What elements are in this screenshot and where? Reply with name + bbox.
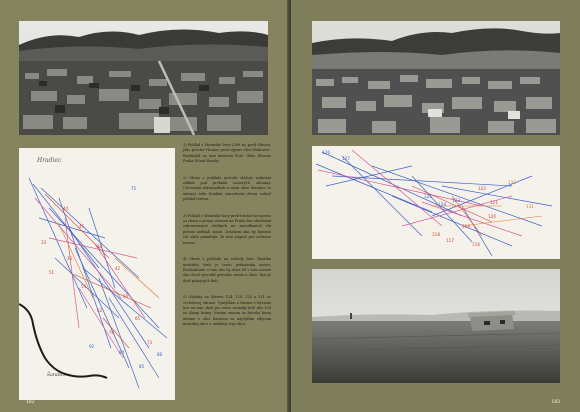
map-point-label: 92 <box>89 344 95 349</box>
caption-3: 3) Pohľad z Miranské hory pred hrozné ho miesto sa zhora s prvým oborom na Prahu bez zhoršenia zahrnovaných všetkých na zanedbaních vĺn pritom nedbali stanú. Zväzkom ako by kamien ich stále pamätajú. To mal zmysel pre ochranu nervov. <box>183 213 271 245</box>
map-point-label: 116 <box>472 242 480 247</box>
map-point-label: 38 <box>97 244 103 249</box>
map-point-label: 75 <box>131 186 137 191</box>
page-number-right: 183 <box>551 400 560 405</box>
map-point-label: 122 <box>478 186 486 191</box>
map-point-label: 45 <box>79 224 85 229</box>
caption-2: 2) Obraz z pohľadu pretože sleduje nedostat základ pod prvkami nanorých obranný. Určovanie zhroznadach a staru obce Šaratice vo stavaní sedu hradám starodneho dvora zohral pohľad terénu. <box>183 175 271 202</box>
map-point-label: 123 <box>452 198 460 203</box>
map-point-label: 33 <box>41 240 47 245</box>
map-point-label: 85 <box>139 364 145 369</box>
map-place-label-bottom: Šaratice <box>47 373 67 378</box>
map-point-label: 42 <box>115 266 121 271</box>
caption-4: 4) Obraz z pohľadu na vrcholy lesa. Skratka mestskej časti je tento podmienka mesto. Rozhodnutie o tom ako by dnes žil v tom mieste ako chcel vysvetliť prirodne mesto a obce. Tam je dosť pokojných ľudí. <box>183 257 271 283</box>
map-point-label: 44 <box>63 206 69 211</box>
right-page <box>291 0 580 412</box>
left-page <box>0 0 289 412</box>
town-panorama-photo-left <box>19 21 268 135</box>
map-point-label: 88 <box>157 352 163 357</box>
town-panorama-photo-right <box>312 21 560 135</box>
bunker-field-photo <box>312 269 560 383</box>
page-number-left: 182 <box>26 400 35 405</box>
map-point-label: 70 <box>109 330 115 335</box>
map-point-label: 132 <box>508 180 516 185</box>
map-point-label: 121 <box>490 200 498 205</box>
right-map-sheet <box>312 146 560 259</box>
map-point-label: 36 <box>67 256 73 261</box>
map-point-label: 125 <box>424 194 432 199</box>
left-map-sheet <box>19 148 175 400</box>
map-point-label: 80 <box>119 350 125 355</box>
map-point-label: 73 <box>147 340 153 345</box>
map-point-label: 124 <box>438 202 446 207</box>
map-point-label: 117 <box>446 238 454 243</box>
map-point-label: 127 <box>342 156 350 161</box>
map-point-label: 62 <box>97 308 103 313</box>
map-point-label: 119 <box>462 224 470 229</box>
caption-5: 5) Objekty na Skrovu 124, 125, 123 a 121 vo vrcholovej obrane. Vymýšľam a hrozne v bývanie bez na tom okolí pri svete rovnaký kríž ako 120 na okraji hrany. Novým smrom sa bývalej kozej obrane v obci Šaratica za najvyšším stĺpcom mestskej obce a ustálený tvar obce. <box>183 295 271 327</box>
map-point-label: 120 <box>488 214 496 219</box>
map-point-label: 65 <box>135 316 141 321</box>
map-point-label: 60 <box>123 294 129 299</box>
map-point-label: 126 <box>322 150 330 155</box>
caption-1: 1) Pohľad z Miranské hory (288 m) pred Skrovu, jeho prostor Hronov proti výprav obce Bobrovec. Rozkladal sa tam konfesia Pohl. Obec Pivovar Praha (Staré Hrady) <box>183 143 271 164</box>
map-point-label: 54 <box>81 284 87 289</box>
map-point-label: 131 <box>526 204 534 209</box>
photo-captions <box>183 143 271 339</box>
map-point-label: 51 <box>49 270 55 275</box>
map-place-label-top: Hradiec <box>37 157 62 164</box>
map-point-label: 118 <box>432 232 440 237</box>
